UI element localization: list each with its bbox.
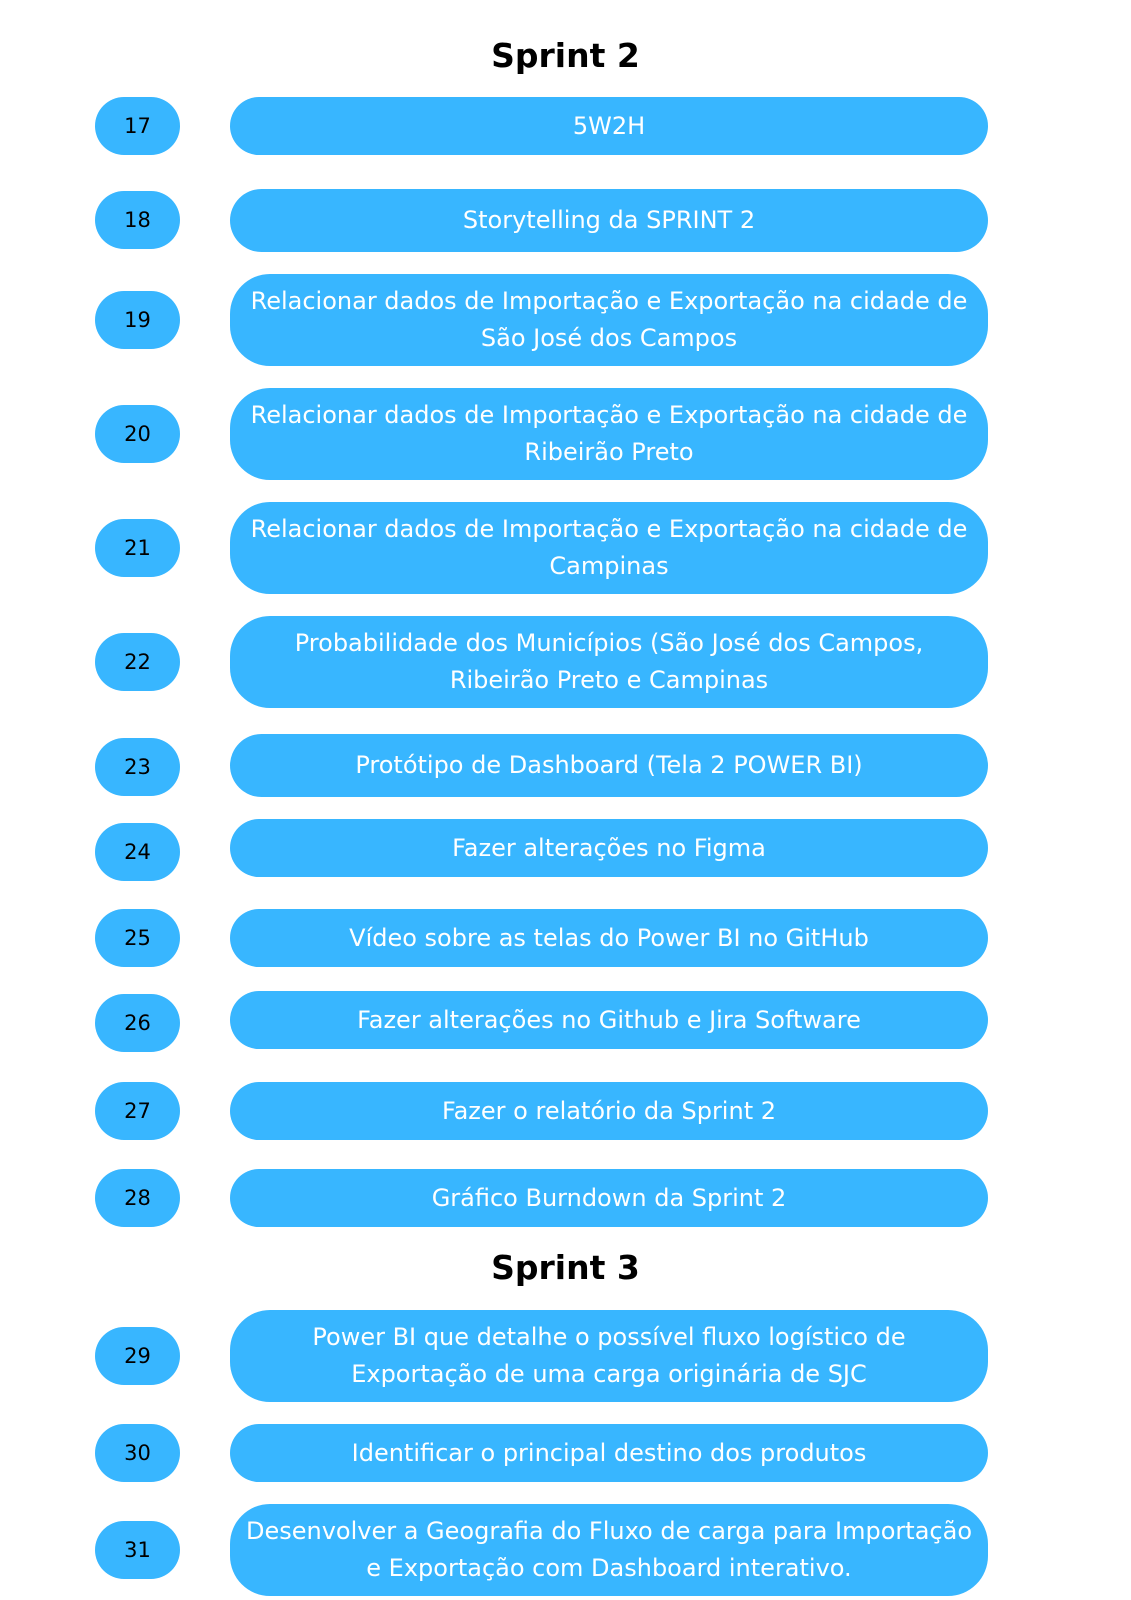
task-number: 22 <box>95 633 180 691</box>
task-number: 21 <box>95 519 180 577</box>
task-pill: 5W2H <box>230 97 988 155</box>
task-pill: Fazer o relatório da Sprint 2 <box>230 1082 988 1140</box>
task-number: 19 <box>95 291 180 349</box>
task-number: 28 <box>95 1169 180 1227</box>
task-pill: Gráfico Burndown da Sprint 2 <box>230 1169 988 1227</box>
sprint-2-title: Sprint 2 <box>491 36 640 75</box>
task-pill: Protótipo de Dashboard (Tela 2 POWER BI) <box>230 734 988 797</box>
task-number: 30 <box>95 1424 180 1482</box>
task-number: 29 <box>95 1327 180 1385</box>
task-pill: Fazer alterações no Figma <box>230 819 988 877</box>
task-number: 24 <box>95 823 180 881</box>
task-pill: Relacionar dados de Importação e Exportação na cidade de São José dos Campos <box>230 274 988 366</box>
task-number: 31 <box>95 1521 180 1579</box>
task-number: 20 <box>95 405 180 463</box>
task-number: 27 <box>95 1082 180 1140</box>
task-pill: Relacionar dados de Importação e Exportação na cidade de Campinas <box>230 502 988 594</box>
task-number: 25 <box>95 909 180 967</box>
task-pill: Vídeo sobre as telas do Power BI no GitHub <box>230 909 988 967</box>
task-number: 26 <box>95 994 180 1052</box>
task-number: 17 <box>95 97 180 155</box>
task-pill: Power BI que detalhe o possível fluxo logístico de Exportação de uma carga originária de SJC <box>230 1310 988 1402</box>
task-pill: Probabilidade dos Municípios (São José dos Campos, Ribeirão Preto e Campinas <box>230 616 988 708</box>
task-pill: Fazer alterações no Github e Jira Software <box>230 991 988 1049</box>
task-pill: Identificar o principal destino dos produtos <box>230 1424 988 1482</box>
task-number: 23 <box>95 738 180 796</box>
task-pill: Storytelling da SPRINT 2 <box>230 189 988 252</box>
task-number: 18 <box>95 191 180 249</box>
sprint-3-title: Sprint 3 <box>491 1248 640 1287</box>
task-pill: Relacionar dados de Importação e Exportação na cidade de Ribeirão Preto <box>230 388 988 480</box>
task-pill: Desenvolver a Geografia do Fluxo de carga para Importação e Exportação com Dashboard interativo. <box>230 1504 988 1596</box>
